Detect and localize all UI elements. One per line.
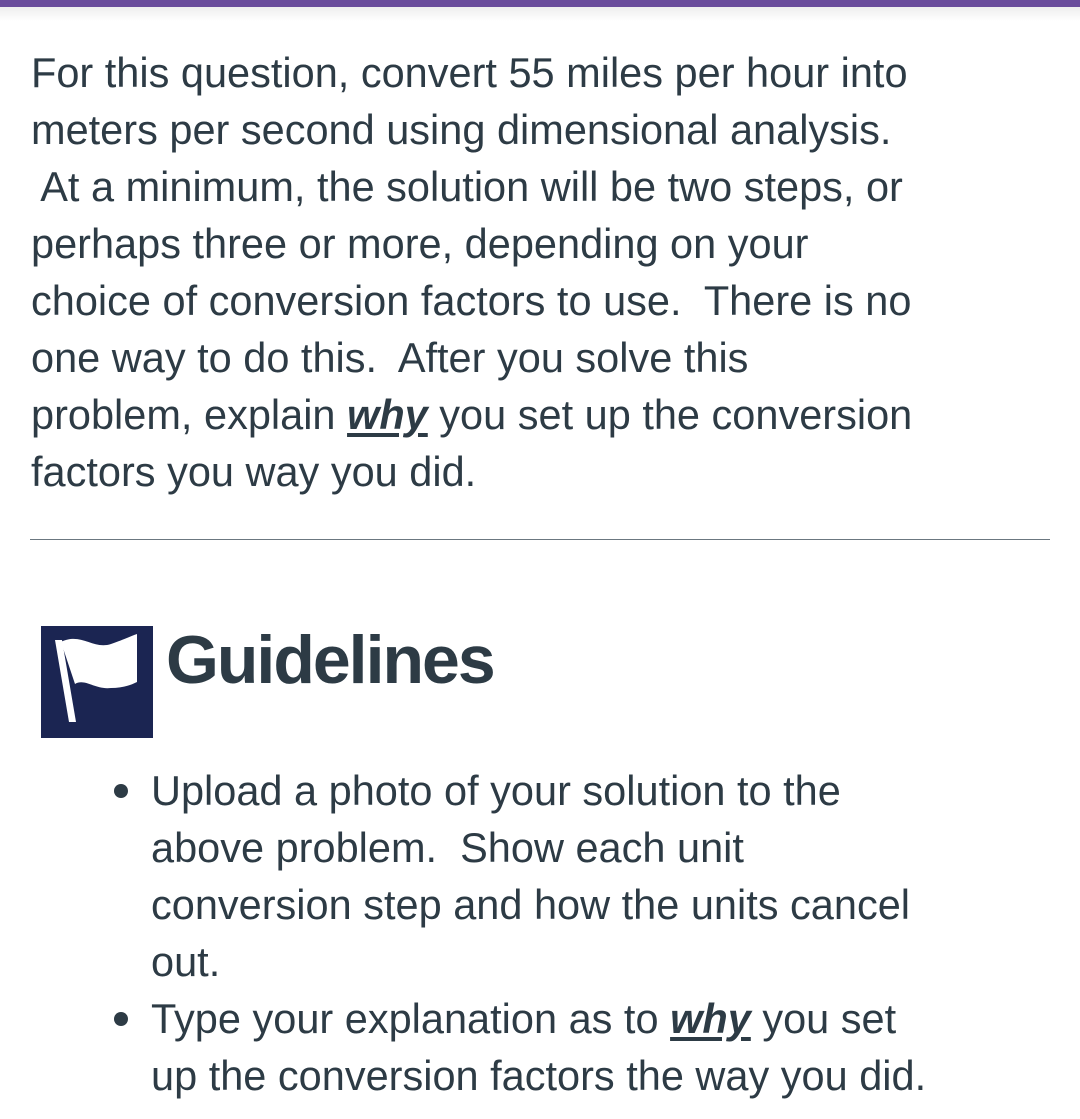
question-line-start: problem, explain: [31, 391, 348, 438]
list-item-line: conversion step and how the units cancel: [151, 881, 910, 928]
guidelines-heading: Guidelines: [166, 622, 494, 698]
guidelines-list: [0, 762, 1080, 1104]
why-emphasis: why: [670, 995, 751, 1042]
flag-icon: [41, 626, 153, 738]
question-line: choice of conversion factors to use. There is no: [31, 277, 912, 324]
question-line: factors you way you did.: [31, 448, 477, 495]
top-shadow: [0, 7, 1080, 21]
why-emphasis: why: [347, 391, 428, 438]
list-item-line: above problem. Show each unit: [151, 824, 744, 871]
list-item: [0, 990, 1080, 1104]
top-accent-bar: [0, 0, 1080, 7]
list-item-line: [151, 990, 1080, 1047]
question-line-end: you set up the conversion: [427, 391, 913, 438]
question-line: perhaps three or more, depending on your: [31, 220, 809, 267]
list-item: [0, 762, 1080, 990]
question-text: [31, 44, 1056, 500]
list-item-line-start: Type your explanation as to: [151, 995, 671, 1042]
question-line: At a minimum, the solution will be two steps, or: [31, 163, 903, 210]
bullet-icon: [114, 784, 128, 798]
list-item-line: out.: [151, 938, 221, 985]
section-divider: [30, 539, 1050, 540]
question-line: meters per second using dimensional analysis.: [31, 106, 892, 153]
question-line: For this question, convert 55 miles per hour into: [31, 49, 908, 96]
question-line: [31, 386, 1056, 443]
list-item-line: up the conversion factors the way you did.: [151, 1052, 927, 1099]
list-item-line: Upload a photo of your solution to the: [151, 767, 841, 814]
list-item-line-end: you set: [750, 995, 897, 1042]
question-line: one way to do this. After you solve this: [31, 334, 749, 381]
bullet-icon: [114, 1012, 128, 1026]
